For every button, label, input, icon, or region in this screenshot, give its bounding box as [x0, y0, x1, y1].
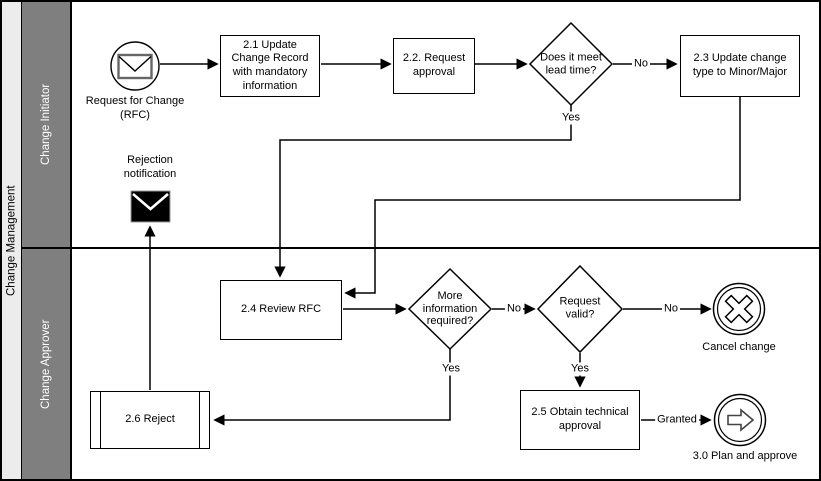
start-event-request-for-change[interactable]: [111, 42, 159, 90]
gateway-more-information-label: More information required?: [422, 290, 478, 328]
message-envelope-filled-icon: [131, 191, 170, 222]
gateway-lead-time-label: Does it meet lead time?: [540, 51, 602, 76]
task-label: 2.3 Update change type to Minor/Major: [692, 52, 788, 78]
cancel-change-label: Cancel change: [702, 341, 776, 353]
subprocess-bar: [100, 391, 101, 449]
flow-leadtime-yes-to-task24: [280, 105, 571, 276]
pool-header: [2, 2, 22, 479]
task-label: 2.1 Update Change Record with mandatory information: [231, 38, 309, 92]
edge-label-granted: Granted: [657, 413, 697, 426]
end-event-cancel-change[interactable]: [714, 284, 765, 335]
gateway-request-valid-label: Request valid?: [559, 295, 601, 320]
edge-label-no-lead-time: No: [633, 57, 649, 70]
lane-header-change-approver: [22, 249, 72, 479]
edge-label-no-more-info: No: [506, 302, 522, 315]
flow-moreinfo-yes-to-task26: [215, 349, 450, 420]
lane-title-change-initiator: Change Initiator: [40, 83, 52, 166]
rejection-message-event[interactable]: [131, 191, 170, 222]
edge-label-no-request-valid: No: [663, 302, 679, 315]
end-event-plan-and-approve[interactable]: [715, 395, 766, 446]
message-envelope-icon: [119, 55, 152, 78]
task-2-6-reject[interactable]: [90, 391, 210, 449]
task-2-4-review-rfc[interactable]: [220, 280, 342, 340]
task-2-3-update-change-type[interactable]: [680, 35, 800, 97]
edge-label-yes-more-info: Yes: [442, 362, 460, 375]
task-2-1-update-change-record[interactable]: [220, 35, 320, 97]
task-2-2-request-approval[interactable]: [393, 38, 475, 94]
lane-header-change-initiator: [22, 2, 72, 247]
edge-label-yes-lead-time: Yes: [562, 111, 580, 124]
plan-and-approve-label: 3.0 Plan and approve: [692, 450, 798, 462]
flow-task23-to-task24: [346, 97, 740, 293]
task-2-5-obtain-technical-approval[interactable]: [520, 390, 640, 450]
start-event-label: Request for Change (RFC): [85, 95, 185, 122]
task-label: 2.6 Reject: [125, 413, 175, 426]
lane-title-change-approver: Change Approver: [40, 319, 52, 409]
task-label: 2.4 Review RFC: [240, 303, 322, 316]
pool-title: Change Management: [5, 185, 18, 296]
edge-label-yes-request-valid: Yes: [571, 362, 589, 375]
rejection-notification-label: Rejection notification: [123, 154, 177, 181]
task-label: 2.2. Request approval: [402, 52, 466, 78]
lane-divider: [21, 247, 819, 249]
subprocess-bar: [199, 391, 200, 449]
task-label: 2.5 Obtain technical approval: [531, 406, 629, 432]
